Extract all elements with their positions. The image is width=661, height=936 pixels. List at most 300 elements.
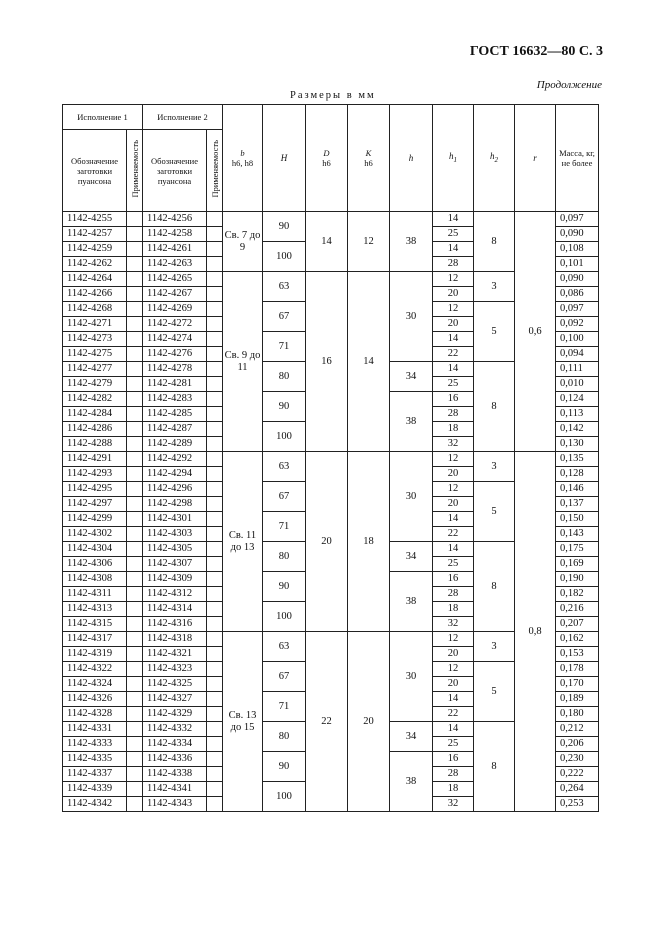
designation-variant-2: 1142-4318 bbox=[143, 632, 207, 647]
designation-variant-1: 1142-4335 bbox=[63, 752, 127, 767]
header-D-letter: D bbox=[323, 148, 330, 158]
h1-cell: 32 bbox=[433, 797, 474, 812]
h1-cell: 20 bbox=[433, 497, 474, 512]
h1-cell: 28 bbox=[433, 587, 474, 602]
applicability-cell bbox=[207, 347, 223, 362]
D-cell: 14 bbox=[306, 212, 348, 272]
applicability-cell bbox=[127, 662, 143, 677]
applicability-cell bbox=[127, 407, 143, 422]
header-b-tol: h6, h8 bbox=[231, 158, 254, 168]
applicability-cell bbox=[207, 242, 223, 257]
applicability-cell bbox=[207, 707, 223, 722]
b-cell: Св. 7 до 9 bbox=[223, 212, 263, 272]
designation-variant-2: 1142-4327 bbox=[143, 692, 207, 707]
mass-cell: 0,130 bbox=[556, 437, 599, 452]
designation-variant-2: 1142-4338 bbox=[143, 767, 207, 782]
designation-variant-2: 1142-4325 bbox=[143, 677, 207, 692]
header-designation-1: Обозначение заготовки пуансона bbox=[63, 130, 127, 212]
designation-variant-1: 1142-4279 bbox=[63, 377, 127, 392]
h2-cell: 5 bbox=[474, 302, 515, 362]
applicability-cell bbox=[127, 497, 143, 512]
h1-cell: 14 bbox=[433, 542, 474, 557]
applicability-cell bbox=[207, 722, 223, 737]
applicability-cell bbox=[207, 797, 223, 812]
designation-variant-2: 1142-4267 bbox=[143, 287, 207, 302]
H-cell: 100 bbox=[263, 782, 306, 812]
h1-cell: 25 bbox=[433, 377, 474, 392]
mass-cell: 0,097 bbox=[556, 302, 599, 317]
r-cell: 0,8 bbox=[515, 452, 556, 812]
header-b bbox=[223, 105, 263, 212]
applicability-cell bbox=[207, 272, 223, 287]
h1-cell: 18 bbox=[433, 782, 474, 797]
mass-cell: 0,108 bbox=[556, 242, 599, 257]
h-cell: 34 bbox=[390, 722, 433, 752]
h1-cell: 14 bbox=[433, 212, 474, 227]
applicability-cell bbox=[127, 617, 143, 632]
h1-cell: 22 bbox=[433, 347, 474, 362]
H-cell: 67 bbox=[263, 662, 306, 692]
mass-cell: 0,094 bbox=[556, 347, 599, 362]
designation-variant-1: 1142-4337 bbox=[63, 767, 127, 782]
designation-variant-1: 1142-4306 bbox=[63, 557, 127, 572]
designation-variant-1: 1142-4319 bbox=[63, 647, 127, 662]
mass-cell: 0,170 bbox=[556, 677, 599, 692]
mass-cell: 0,178 bbox=[556, 662, 599, 677]
designation-variant-1: 1142-4282 bbox=[63, 392, 127, 407]
applicability-cell bbox=[127, 767, 143, 782]
h2-cell: 3 bbox=[474, 272, 515, 302]
h1-cell: 20 bbox=[433, 467, 474, 482]
designation-variant-1: 1142-4271 bbox=[63, 317, 127, 332]
h1-cell: 32 bbox=[433, 617, 474, 632]
designation-variant-1: 1142-4342 bbox=[63, 797, 127, 812]
designation-variant-2: 1142-4292 bbox=[143, 452, 207, 467]
applicability-cell bbox=[127, 437, 143, 452]
applicability-cell bbox=[127, 242, 143, 257]
designation-variant-1: 1142-4322 bbox=[63, 662, 127, 677]
designation-variant-1: 1142-4266 bbox=[63, 287, 127, 302]
header-K-tol: h6 bbox=[364, 158, 373, 168]
applicability-cell bbox=[207, 212, 223, 227]
h1-cell: 20 bbox=[433, 647, 474, 662]
applicability-label: Применяемость bbox=[129, 139, 140, 198]
mass-cell: 0,137 bbox=[556, 497, 599, 512]
h1-cell: 18 bbox=[433, 422, 474, 437]
h-cell: 34 bbox=[390, 362, 433, 392]
applicability-cell bbox=[207, 677, 223, 692]
mass-cell: 0,212 bbox=[556, 722, 599, 737]
mass-cell: 0,182 bbox=[556, 587, 599, 602]
applicability-cell bbox=[207, 392, 223, 407]
H-cell: 67 bbox=[263, 302, 306, 332]
designation-variant-2: 1142-4314 bbox=[143, 602, 207, 617]
applicability-cell bbox=[207, 317, 223, 332]
applicability-cell bbox=[127, 302, 143, 317]
h1-cell: 25 bbox=[433, 737, 474, 752]
page-header: ГОСТ 16632—80 С. 3 bbox=[469, 44, 603, 59]
mass-cell: 0,189 bbox=[556, 692, 599, 707]
designation-variant-2: 1142-4269 bbox=[143, 302, 207, 317]
h1-cell: 12 bbox=[433, 482, 474, 497]
applicability-cell bbox=[127, 287, 143, 302]
mass-cell: 0,010 bbox=[556, 377, 599, 392]
designation-variant-2: 1142-4258 bbox=[143, 227, 207, 242]
designation-variant-2: 1142-4289 bbox=[143, 437, 207, 452]
b-cell: Св. 11 до 13 bbox=[223, 452, 263, 632]
header-h: h bbox=[390, 105, 433, 212]
mass-cell: 0,128 bbox=[556, 467, 599, 482]
h2-cell: 3 bbox=[474, 632, 515, 662]
h-cell: 38 bbox=[390, 572, 433, 632]
applicability-cell bbox=[127, 572, 143, 587]
header-h1-sub: 1 bbox=[453, 155, 457, 164]
D-cell: 16 bbox=[306, 272, 348, 452]
header-variant-1: Исполнение 1 bbox=[63, 105, 143, 130]
designation-variant-1: 1142-4328 bbox=[63, 707, 127, 722]
designation-variant-2: 1142-4276 bbox=[143, 347, 207, 362]
designation-variant-1: 1142-4324 bbox=[63, 677, 127, 692]
applicability-cell bbox=[207, 227, 223, 242]
h-cell: 30 bbox=[390, 452, 433, 542]
h1-cell: 32 bbox=[433, 437, 474, 452]
punch-blanks-table bbox=[62, 104, 599, 812]
applicability-cell bbox=[127, 692, 143, 707]
K-cell: 14 bbox=[348, 272, 390, 452]
h2-cell: 5 bbox=[474, 662, 515, 722]
mass-cell: 0,207 bbox=[556, 617, 599, 632]
h1-cell: 16 bbox=[433, 572, 474, 587]
r-cell: 0,6 bbox=[515, 212, 556, 452]
h-cell: 30 bbox=[390, 272, 433, 362]
mass-cell: 0,216 bbox=[556, 602, 599, 617]
mass-cell: 0,264 bbox=[556, 782, 599, 797]
designation-variant-2: 1142-4336 bbox=[143, 752, 207, 767]
designation-variant-1: 1142-4295 bbox=[63, 482, 127, 497]
applicability-cell bbox=[127, 542, 143, 557]
dimensions-label: Размеры в мм bbox=[290, 90, 376, 101]
applicability-cell bbox=[207, 362, 223, 377]
designation-variant-2: 1142-4287 bbox=[143, 422, 207, 437]
designation-variant-2: 1142-4296 bbox=[143, 482, 207, 497]
b-cell: Св. 13 до 15 bbox=[223, 632, 263, 812]
designation-variant-1: 1142-4331 bbox=[63, 722, 127, 737]
b-cell: Св. 9 до 11 bbox=[223, 272, 263, 452]
designation-variant-2: 1142-4323 bbox=[143, 662, 207, 677]
designation-variant-1: 1142-4299 bbox=[63, 512, 127, 527]
h2-cell: 8 bbox=[474, 722, 515, 812]
mass-cell: 0,124 bbox=[556, 392, 599, 407]
mass-cell: 0,086 bbox=[556, 287, 599, 302]
designation-variant-2: 1142-4303 bbox=[143, 527, 207, 542]
designation-variant-1: 1142-4311 bbox=[63, 587, 127, 602]
mass-cell: 0,142 bbox=[556, 422, 599, 437]
h1-cell: 12 bbox=[433, 452, 474, 467]
applicability-cell bbox=[207, 542, 223, 557]
continuation-label: Продолжение bbox=[536, 79, 602, 91]
h1-cell: 16 bbox=[433, 752, 474, 767]
header-variant-2: Исполнение 2 bbox=[143, 105, 223, 130]
designation-variant-2: 1142-4283 bbox=[143, 392, 207, 407]
mass-cell: 0,097 bbox=[556, 212, 599, 227]
mass-cell: 0,135 bbox=[556, 452, 599, 467]
designation-variant-1: 1142-4286 bbox=[63, 422, 127, 437]
designation-variant-2: 1142-4343 bbox=[143, 797, 207, 812]
mass-cell: 0,090 bbox=[556, 272, 599, 287]
mass-cell: 0,153 bbox=[556, 647, 599, 662]
applicability-cell bbox=[207, 332, 223, 347]
h-cell: 38 bbox=[390, 752, 433, 812]
applicability-cell bbox=[207, 287, 223, 302]
h1-cell: 20 bbox=[433, 317, 474, 332]
applicability-cell bbox=[127, 737, 143, 752]
designation-variant-1: 1142-4333 bbox=[63, 737, 127, 752]
h1-cell: 25 bbox=[433, 227, 474, 242]
h1-cell: 28 bbox=[433, 767, 474, 782]
designation-variant-2: 1142-4332 bbox=[143, 722, 207, 737]
h1-cell: 25 bbox=[433, 557, 474, 572]
designation-variant-2: 1142-4309 bbox=[143, 572, 207, 587]
h-cell: 34 bbox=[390, 542, 433, 572]
designation-variant-2: 1142-4278 bbox=[143, 362, 207, 377]
header-h1-letter: h bbox=[449, 151, 454, 162]
header-r: r bbox=[515, 105, 556, 212]
H-cell: 71 bbox=[263, 692, 306, 722]
applicability-cell bbox=[127, 557, 143, 572]
applicability-cell bbox=[127, 587, 143, 602]
designation-variant-2: 1142-4274 bbox=[143, 332, 207, 347]
h-cell: 38 bbox=[390, 212, 433, 272]
applicability-cell bbox=[127, 527, 143, 542]
applicability-cell bbox=[127, 272, 143, 287]
h1-cell: 12 bbox=[433, 662, 474, 677]
mass-cell: 0,150 bbox=[556, 512, 599, 527]
h2-cell: 8 bbox=[474, 362, 515, 452]
h1-cell: 12 bbox=[433, 272, 474, 287]
applicability-cell bbox=[207, 602, 223, 617]
applicability-cell bbox=[207, 752, 223, 767]
header-h2 bbox=[474, 105, 515, 212]
designation-variant-2: 1142-4341 bbox=[143, 782, 207, 797]
designation-variant-1: 1142-4275 bbox=[63, 347, 127, 362]
header-h2-letter: h bbox=[490, 151, 495, 162]
applicability-cell bbox=[127, 752, 143, 767]
designation-variant-1: 1142-4297 bbox=[63, 497, 127, 512]
mass-cell: 0,222 bbox=[556, 767, 599, 782]
mass-cell: 0,090 bbox=[556, 227, 599, 242]
h1-cell: 14 bbox=[433, 362, 474, 377]
H-cell: 90 bbox=[263, 572, 306, 602]
designation-variant-2: 1142-4334 bbox=[143, 737, 207, 752]
mass-cell: 0,111 bbox=[556, 362, 599, 377]
applicability-cell bbox=[207, 407, 223, 422]
header-K bbox=[348, 105, 390, 212]
applicability-cell bbox=[207, 767, 223, 782]
H-cell: 80 bbox=[263, 542, 306, 572]
applicability-cell bbox=[127, 392, 143, 407]
designation-variant-1: 1142-4317 bbox=[63, 632, 127, 647]
D-cell: 20 bbox=[306, 452, 348, 632]
h1-cell: 14 bbox=[433, 332, 474, 347]
table-row bbox=[63, 452, 599, 467]
header-h2-sub: 2 bbox=[494, 155, 498, 164]
designation-variant-1: 1142-4302 bbox=[63, 527, 127, 542]
designation-variant-1: 1142-4259 bbox=[63, 242, 127, 257]
header-mass: Масса, кг, не более bbox=[556, 105, 599, 212]
header-applicability-2 bbox=[207, 130, 223, 212]
applicability-cell bbox=[127, 362, 143, 377]
K-cell: 20 bbox=[348, 632, 390, 812]
applicability-cell bbox=[207, 452, 223, 467]
h-cell: 30 bbox=[390, 632, 433, 722]
h1-cell: 14 bbox=[433, 512, 474, 527]
h2-cell: 5 bbox=[474, 482, 515, 542]
header-designation-2: Обозначение заготовки пуансона bbox=[143, 130, 207, 212]
designation-variant-2: 1142-4305 bbox=[143, 542, 207, 557]
designation-variant-2: 1142-4329 bbox=[143, 707, 207, 722]
h1-cell: 14 bbox=[433, 242, 474, 257]
designation-variant-1: 1142-4255 bbox=[63, 212, 127, 227]
applicability-cell bbox=[207, 617, 223, 632]
applicability-cell bbox=[207, 377, 223, 392]
header-h1 bbox=[433, 105, 474, 212]
header-H: H bbox=[263, 105, 306, 212]
mass-cell: 0,162 bbox=[556, 632, 599, 647]
H-cell: 63 bbox=[263, 272, 306, 302]
h1-cell: 20 bbox=[433, 287, 474, 302]
h1-cell: 22 bbox=[433, 707, 474, 722]
designation-variant-1: 1142-4293 bbox=[63, 467, 127, 482]
H-cell: 71 bbox=[263, 332, 306, 362]
applicability-cell bbox=[127, 797, 143, 812]
designation-variant-1: 1142-4308 bbox=[63, 572, 127, 587]
designation-variant-1: 1142-4284 bbox=[63, 407, 127, 422]
applicability-cell bbox=[127, 332, 143, 347]
designation-variant-2: 1142-4312 bbox=[143, 587, 207, 602]
applicability-cell bbox=[207, 662, 223, 677]
H-cell: 100 bbox=[263, 602, 306, 632]
applicability-cell bbox=[207, 467, 223, 482]
mass-cell: 0,092 bbox=[556, 317, 599, 332]
applicability-cell bbox=[207, 692, 223, 707]
applicability-cell bbox=[127, 632, 143, 647]
designation-variant-2: 1142-4263 bbox=[143, 257, 207, 272]
applicability-cell bbox=[207, 482, 223, 497]
designation-variant-1: 1142-4339 bbox=[63, 782, 127, 797]
designation-variant-1: 1142-4257 bbox=[63, 227, 127, 242]
designation-variant-1: 1142-4326 bbox=[63, 692, 127, 707]
designation-variant-1: 1142-4277 bbox=[63, 362, 127, 377]
h1-cell: 18 bbox=[433, 602, 474, 617]
applicability-cell bbox=[127, 212, 143, 227]
designation-variant-1: 1142-4262 bbox=[63, 257, 127, 272]
designation-variant-2: 1142-4256 bbox=[143, 212, 207, 227]
h1-cell: 22 bbox=[433, 527, 474, 542]
designation-variant-1: 1142-4291 bbox=[63, 452, 127, 467]
h1-cell: 16 bbox=[433, 392, 474, 407]
mass-cell: 0,143 bbox=[556, 527, 599, 542]
applicability-cell bbox=[207, 632, 223, 647]
applicability-cell bbox=[127, 422, 143, 437]
applicability-cell bbox=[127, 782, 143, 797]
mass-cell: 0,146 bbox=[556, 482, 599, 497]
applicability-cell bbox=[127, 722, 143, 737]
designation-variant-2: 1142-4316 bbox=[143, 617, 207, 632]
applicability-cell bbox=[127, 647, 143, 662]
designation-variant-1: 1142-4268 bbox=[63, 302, 127, 317]
H-cell: 63 bbox=[263, 452, 306, 482]
H-cell: 80 bbox=[263, 722, 306, 752]
mass-cell: 0,180 bbox=[556, 707, 599, 722]
designation-variant-2: 1142-4272 bbox=[143, 317, 207, 332]
mass-cell: 0,101 bbox=[556, 257, 599, 272]
K-cell: 18 bbox=[348, 452, 390, 632]
applicability-cell bbox=[127, 257, 143, 272]
applicability-cell bbox=[207, 497, 223, 512]
h1-cell: 12 bbox=[433, 632, 474, 647]
applicability-cell bbox=[207, 737, 223, 752]
K-cell: 12 bbox=[348, 212, 390, 272]
applicability-cell bbox=[207, 437, 223, 452]
h-cell: 38 bbox=[390, 392, 433, 452]
h1-cell: 12 bbox=[433, 302, 474, 317]
applicability-cell bbox=[127, 452, 143, 467]
H-cell: 90 bbox=[263, 752, 306, 782]
designation-variant-1: 1142-4313 bbox=[63, 602, 127, 617]
h2-cell: 8 bbox=[474, 542, 515, 632]
H-cell: 80 bbox=[263, 362, 306, 392]
designation-variant-2: 1142-4294 bbox=[143, 467, 207, 482]
designation-variant-2: 1142-4281 bbox=[143, 377, 207, 392]
applicability-cell bbox=[207, 587, 223, 602]
h2-cell: 3 bbox=[474, 452, 515, 482]
applicability-cell bbox=[207, 527, 223, 542]
table-row bbox=[63, 212, 599, 227]
applicability-cell bbox=[207, 257, 223, 272]
mass-cell: 0,253 bbox=[556, 797, 599, 812]
mass-cell: 0,100 bbox=[556, 332, 599, 347]
designation-variant-2: 1142-4321 bbox=[143, 647, 207, 662]
applicability-cell bbox=[127, 602, 143, 617]
applicability-cell bbox=[127, 377, 143, 392]
designation-variant-2: 1142-4307 bbox=[143, 557, 207, 572]
header-D-tol: h6 bbox=[322, 158, 331, 168]
applicability-cell bbox=[127, 317, 143, 332]
designation-variant-1: 1142-4288 bbox=[63, 437, 127, 452]
designation-variant-2: 1142-4301 bbox=[143, 512, 207, 527]
applicability-cell bbox=[207, 782, 223, 797]
applicability-cell bbox=[207, 572, 223, 587]
applicability-cell bbox=[127, 347, 143, 362]
h1-cell: 28 bbox=[433, 257, 474, 272]
mass-cell: 0,230 bbox=[556, 752, 599, 767]
designation-variant-1: 1142-4273 bbox=[63, 332, 127, 347]
mass-cell: 0,113 bbox=[556, 407, 599, 422]
applicability-cell bbox=[127, 707, 143, 722]
applicability-cell bbox=[207, 557, 223, 572]
designation-variant-1: 1142-4315 bbox=[63, 617, 127, 632]
header-D bbox=[306, 105, 348, 212]
h1-cell: 14 bbox=[433, 722, 474, 737]
H-cell: 100 bbox=[263, 242, 306, 272]
designation-variant-1: 1142-4264 bbox=[63, 272, 127, 287]
applicability-cell bbox=[207, 512, 223, 527]
designation-variant-2: 1142-4265 bbox=[143, 272, 207, 287]
applicability-cell bbox=[127, 482, 143, 497]
designation-variant-2: 1142-4298 bbox=[143, 497, 207, 512]
applicability-cell bbox=[207, 302, 223, 317]
h1-cell: 28 bbox=[433, 407, 474, 422]
